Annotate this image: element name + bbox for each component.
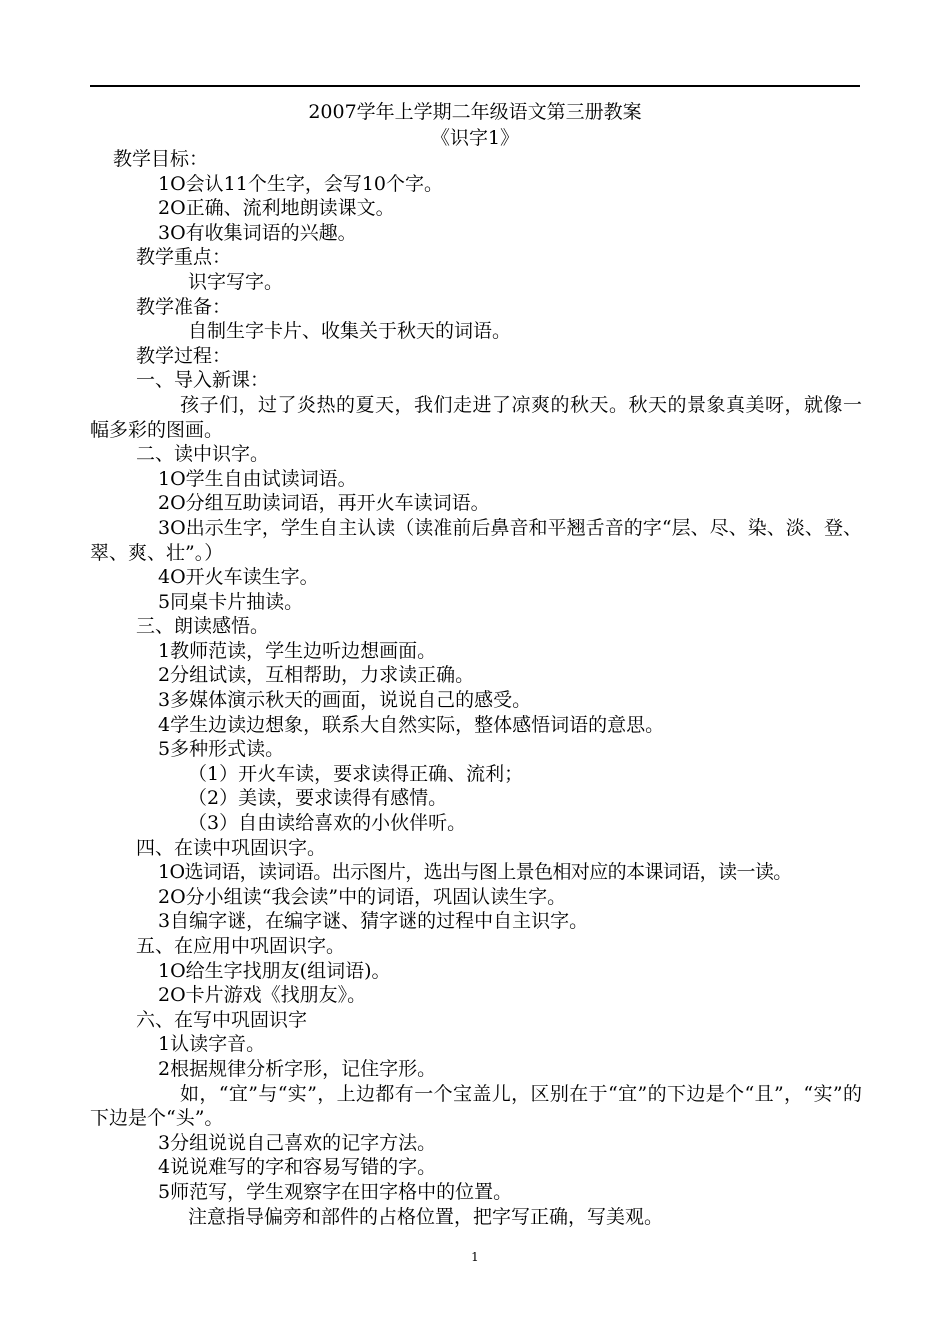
list-item: 5多种形式读。 <box>158 738 285 761</box>
list-item: 2O分小组读“我会读”中的词语，巩固认读生字。 <box>158 885 567 908</box>
list-item: 5师范写，学生观察字在田字格中的位置。 <box>158 1180 513 1203</box>
paragraph: 识字写字。 <box>188 270 284 293</box>
sub-list-item: （2）美读，要求读得有感情。 <box>188 787 448 810</box>
list-item: 5同桌卡片抽读。 <box>158 590 304 613</box>
paragraph: 如，“宜”与“实”，上边都有一个宝盖儿，区别在于“宜”的下边是个“且”，“实”的下边是个“头”。 <box>90 1082 862 1130</box>
header-rule <box>90 85 860 87</box>
list-item: 3分组说说自己喜欢的记字方法。 <box>158 1131 437 1154</box>
list-item: 1教师范读，学生边听边想画面。 <box>158 639 437 662</box>
list-item: 2O卡片游戏《找朋友》。 <box>158 984 367 1007</box>
step-heading: 二、读中识字。 <box>136 443 270 466</box>
list-item: 1认读字音。 <box>158 1033 266 1056</box>
list-item: 4学生边读边想象，联系大自然实际，整体感悟词语的意思。 <box>158 713 665 736</box>
sub-list-item: （1）开火车读，要求读得正确、流利； <box>188 762 524 785</box>
step-heading: 四、在读中巩固识字。 <box>136 836 327 859</box>
list-item: 2分组试读，互相帮助，力求读正确。 <box>158 664 475 687</box>
lesson-subtitle: 《识字1》 <box>430 127 520 149</box>
step-heading: 一、导入新课： <box>136 369 270 392</box>
section-heading: 教学目标： <box>113 148 209 170</box>
list-item: 1O学生自由试读词语。 <box>158 467 357 490</box>
step-heading: 六、在写中巩固识字 <box>136 1008 308 1031</box>
paragraph: 注意指导偏旁和部件的占格位置，把字写正确，写美观。 <box>188 1205 664 1228</box>
page-number: 1 <box>471 1250 479 1264</box>
list-item: 3O出示生字，学生自主认读（读准前后鼻音和平翘舌音的字“层、尽、染、淡、登、翠、爽、壮”。） <box>90 516 862 564</box>
section-heading: 教学准备： <box>136 295 232 318</box>
list-item: 4O开火车读生字。 <box>158 566 319 589</box>
list-item: 4说说难写的字和容易写错的字。 <box>158 1156 437 1179</box>
section-heading: 教学重点： <box>136 246 232 269</box>
document-title: 2007学年上学期二年级语文第三册教案 <box>308 101 642 123</box>
list-item: 1O选词语，读词语。出示图片，选出与图上景色相对应的本课词语，读一读。 <box>158 861 792 884</box>
list-item: 2O正确、流利地朗读课文。 <box>158 197 395 220</box>
list-item: 3自编字谜，在编字谜、猜字谜的过程中自主识字。 <box>158 910 589 933</box>
list-item: 3O有收集词语的兴趣。 <box>158 221 357 244</box>
document-body <box>90 147 862 1229</box>
list-item: 1O会认11个生字，会写10个字。 <box>158 172 444 195</box>
sub-list-item: （3）自由读给喜欢的小伙伴听。 <box>188 812 467 835</box>
list-item: 2O分组互助读词语，再开火车读词语。 <box>158 492 490 515</box>
list-item: 1O给生字找朋友(组词语)。 <box>158 959 391 982</box>
section-heading: 教学过程： <box>136 344 232 367</box>
step-heading: 五、在应用中巩固识字。 <box>136 935 346 957</box>
step-heading: 三、朗读感悟。 <box>136 615 270 638</box>
paragraph: 孩子们，过了炎热的夏天，我们走进了凉爽的秋天。秋天的景象真美呀，就像一幅多彩的图画。 <box>90 393 862 441</box>
list-item: 3多媒体演示秋天的画面，说说自己的感受。 <box>158 689 532 712</box>
list-item: 2根据规律分析字形，记住字形。 <box>158 1057 437 1080</box>
paragraph: 自制生字卡片、收集关于秋天的词语。 <box>188 320 512 343</box>
